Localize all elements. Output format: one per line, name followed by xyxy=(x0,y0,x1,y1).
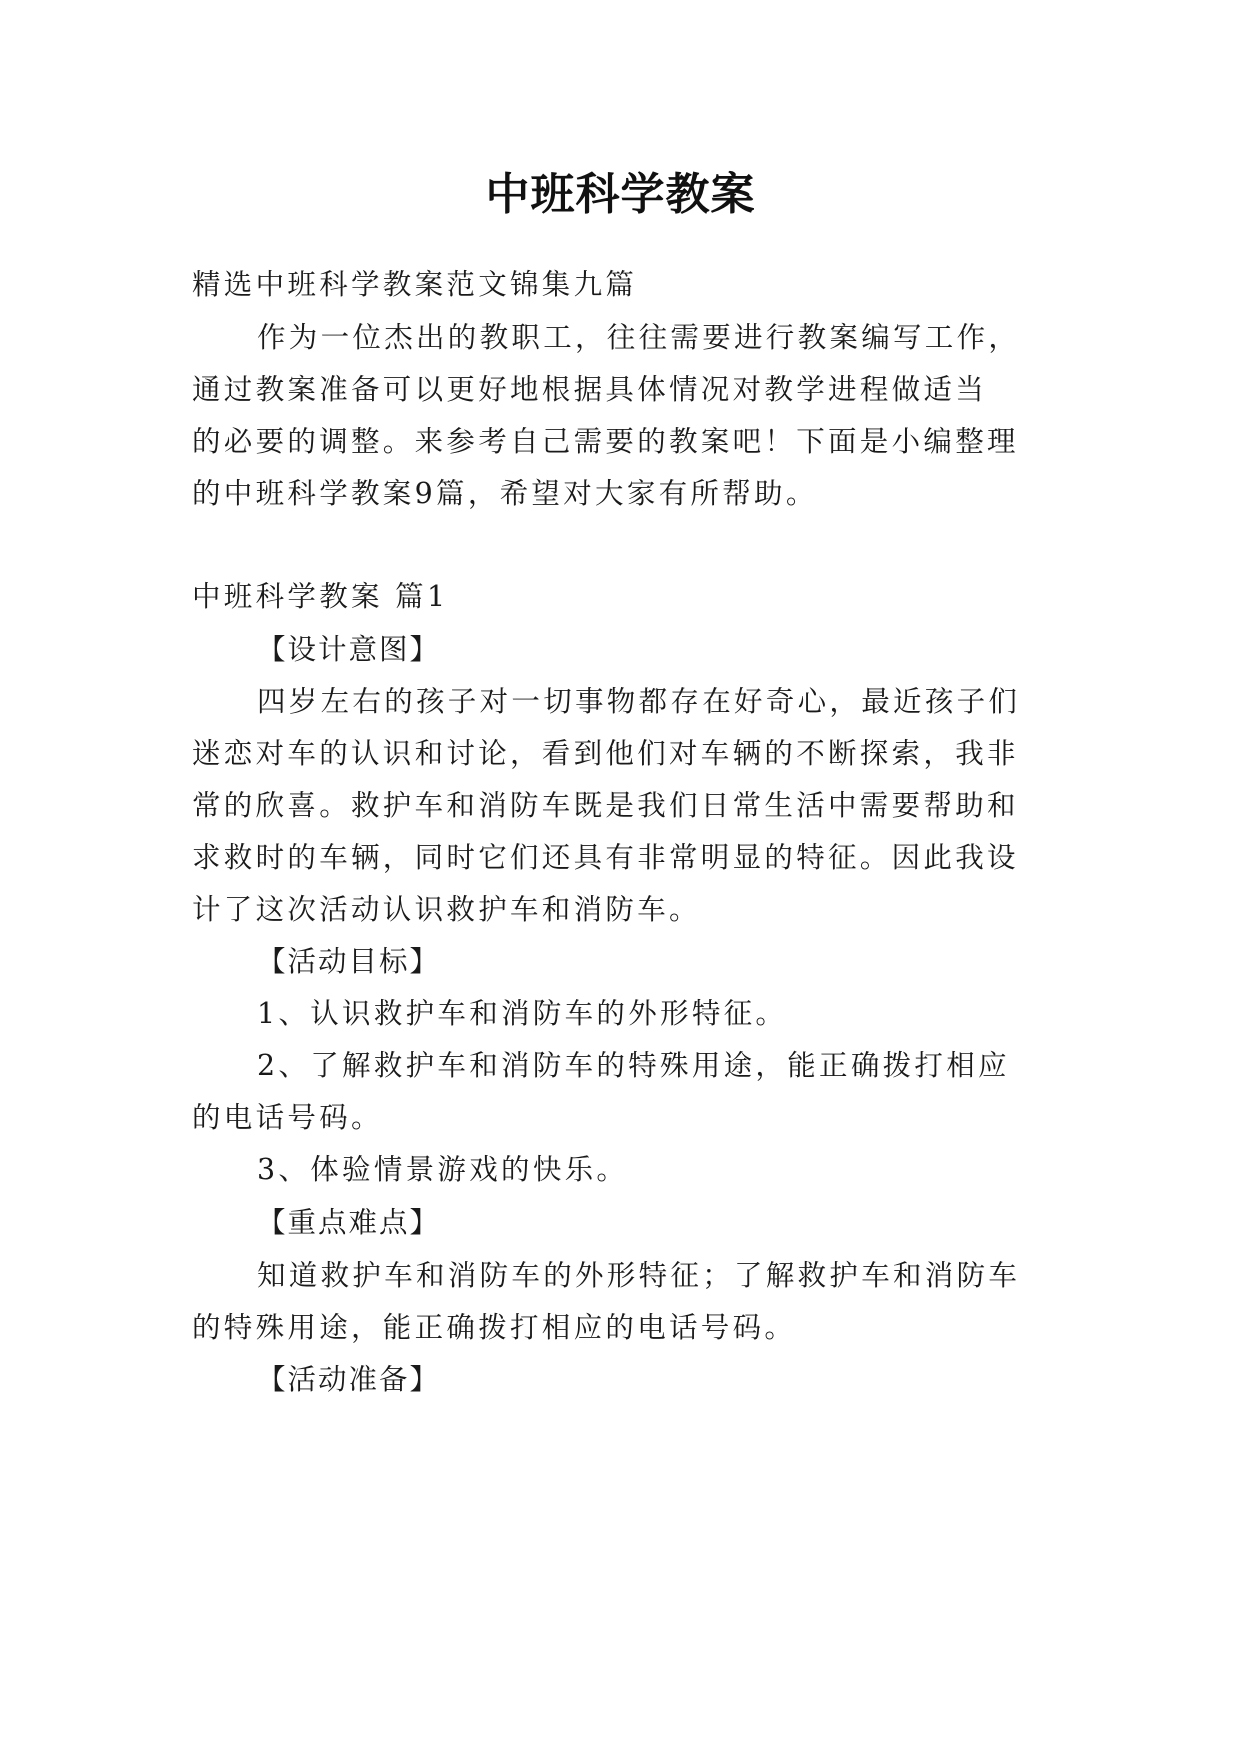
document-title: 中班科学教案 xyxy=(485,169,756,220)
goal-item: 1、认识救护车和消防车的外形特征。 xyxy=(257,997,788,1030)
design-intent-line: 计了这次活动认识救护车和消防车。 xyxy=(192,893,701,926)
goal-item: 2、了解救护车和消防车的特殊用途，能正确拨打相应 xyxy=(257,1049,1010,1082)
preparation-label: 【活动准备】 xyxy=(257,1363,441,1396)
design-intent-line: 四岁左右的孩子对一切事物都存在好奇心，最近孩子们 xyxy=(257,685,1021,718)
design-intent-line: 常的欣喜。救护车和消防车既是我们日常生活中需要帮助和 xyxy=(192,789,1019,822)
key-points-line: 的特殊用途，能正确拨打相应的电话号码。 xyxy=(192,1311,797,1344)
intro-line: 的必要的调整。来参考自己需要的教案吧！下面是小编整理 xyxy=(192,425,1019,458)
design-intent-label: 【设计意图】 xyxy=(257,633,441,666)
intro-line: 作为一位杰出的教职工，往往需要进行教案编写工作， xyxy=(257,321,1021,354)
document-subtitle: 精选中班科学教案范文锦集九篇 xyxy=(192,268,638,301)
intro-line: 的中班科学教案9篇，希望对大家有所帮助。 xyxy=(192,477,818,510)
intro-line: 通过教案准备可以更好地根据具体情况对教学进程做适当 xyxy=(192,373,988,406)
goal-item: 3、体验情景游戏的快乐。 xyxy=(257,1153,629,1186)
design-intent-line: 求救时的车辆，同时它们还具有非常明显的特征。因此我设 xyxy=(192,841,1019,874)
key-points-label: 【重点难点】 xyxy=(257,1206,441,1239)
design-intent-line: 迷恋对车的认识和讨论，看到他们对车辆的不断探索，我非 xyxy=(192,737,1019,770)
goal-item-continued: 的电话号码。 xyxy=(192,1101,383,1134)
goals-label: 【活动目标】 xyxy=(257,945,441,978)
key-points-line: 知道救护车和消防车的外形特征；了解救护车和消防车 xyxy=(257,1259,1021,1292)
section-heading: 中班科学教案 篇1 xyxy=(192,580,449,613)
